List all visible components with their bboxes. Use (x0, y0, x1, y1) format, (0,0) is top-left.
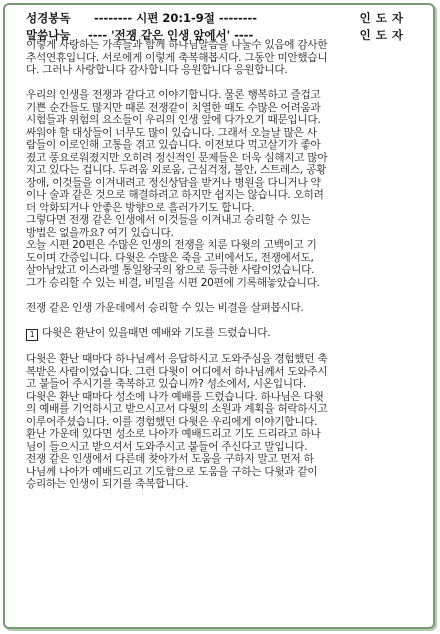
text-line: 복받은 사람이었습니다. 그런 다윗이 어디에서 하나님께서 도와주시 (26, 365, 328, 378)
point-text: 다윗은 환난이 있을때면 예배와 기도를 드렸습니다. (42, 326, 271, 339)
sermon-body (26, 39, 412, 491)
text-line: 추석연휴입니다. 서로에게 이렇게 축복해봅시다. 그동안 미안했습니 (26, 51, 328, 64)
text-line: 다. 그러나 사랑합니다 감사합니다 응원합니다 응원합니다. (26, 64, 288, 76)
sermon-title: ---- '전쟁 같은 인생 앞에서' ---- (88, 28, 254, 42)
text-line: 나님께 나아가 예배드리고 기도함으로 도움을 구하는 다윗과 같이 (26, 465, 318, 478)
text-line: 이루어주셨습니다. 이를 경험했던 다윗은 우리에게 이야기합니다. (26, 415, 318, 428)
text-line: 환난 가운데 있다면 성소로 나아가 예배드리고 기도 드리라고 하나 (26, 428, 321, 440)
sermon-preacher: 인도자 (359, 28, 408, 42)
text-line: 의 예배를 기억하시고 받으시고서 다윗의 소원과 계획을 허락하시고 (26, 403, 328, 415)
text-line: 님이 들으시고 받으셔서 도와주시고 붙들어 주신다고 말입니다. (26, 440, 308, 453)
text-line: 더 악화되거나 안좋은 방향으로 흘러가기도 합니다. (26, 201, 255, 214)
sermon-label: 말씀나눔 (26, 28, 71, 42)
text-line: 다윗은 환난 때마다 하나님께서 응답하시고 도와주심을 경험했던 축 (26, 353, 328, 365)
intro-paragraph (26, 39, 412, 77)
text-line: 람들이 이로인해 고통을 겪고 있습니다. 이전보다 먹고살기가 좋아 (26, 139, 321, 151)
text-line: 도이며 간증입니다. 다윗은 수많은 죽을 고비에서도, 전쟁에서도, (26, 251, 314, 264)
point-paragraph (26, 353, 412, 491)
text-line: 그가 승리할 수 있는 비결, 비밀을 시편 20편에 기록해놓았습니다. (26, 276, 320, 289)
text-line: 다윗은 환난 때마다 성소에 나가 예배를 드렸습니다. 하나님은 다윗 (26, 390, 324, 403)
text-line: 방법은 없을까요? 여기 있습니다. (26, 226, 174, 239)
text-line: 살아남았고 이스라엘 통일왕국의 왕으로 등극한 사람이었습니다. (26, 264, 315, 276)
text-line: 전쟁 같은 인생 가운데에서 승리할 수 있는 비결을 살펴봅시다. (26, 301, 304, 314)
text-line: 장애, 이것들을 이겨내려고 정신상담을 받거나 병원을 다니거나 약 (26, 176, 321, 189)
text-line: 전쟁 같은 인생에서 다른데 찾아가서 도움을 구하지 말고 먼저 하 (26, 453, 314, 465)
text-line: 우리의 인생을 전쟁과 같다고 이야기합니다. 물론 행복하고 즐겁고 (26, 89, 321, 101)
text-line: 승리하는 인생이 되기를 축복합니다. (26, 478, 189, 490)
text-line: 시험들과 위험의 요소들이 우리의 인생 앞에 다가오기 때문입니다. (26, 114, 321, 126)
main-paragraph (26, 89, 412, 289)
text-line: 싸워야 할 대상들이 너무도 많이 있습니다. 그래서 오늘날 많은 사 (26, 126, 317, 139)
text-line: 지고 있다는 겁니다. 두려움 외로움, 근심걱정, 불안, 스트레스, 공황 (26, 164, 327, 176)
text-line: 오늘 시편 20편은 수많은 인생의 전쟁을 치룬 다윗의 고백이고 기 (26, 239, 317, 251)
point-number-box: 1 (26, 329, 38, 341)
point-heading (26, 327, 412, 341)
text-line: 이렇게 사랑하는 가족들과 함께 하나님말씀을 나눌수 있음에 감사한 (26, 39, 328, 51)
scripture-reference: -------- 시편 20:1-9절 -------- (94, 11, 258, 25)
text-line: 고 붙들어 주시기를 축복하고 있습니까? 성소에서, 시온입니다. (26, 378, 306, 390)
scripture-reading-row (26, 10, 412, 26)
text-line: 기쁜 순간들도 많지만 때론 전쟁같이 치열한 때도 수많은 어려움과 (26, 101, 321, 114)
scripture-preacher: 인도자 (359, 11, 408, 25)
scripture-reading-label: 성경봉독 (26, 11, 71, 25)
transition-paragraph (26, 302, 412, 315)
text-line: 그렇다면 전쟁 같은 인생에서 이것들을 이겨내고 승리할 수 있는 (26, 214, 311, 226)
text-line: 이나 술과 같은 것으로 해결하려고 하지만 쉽지는 않습니다. 오히려 (26, 189, 324, 201)
text-line: 졌고 풍요로워졌지만 오히려 정신적인 문제들은 더욱 심해지고 많아 (26, 151, 328, 164)
